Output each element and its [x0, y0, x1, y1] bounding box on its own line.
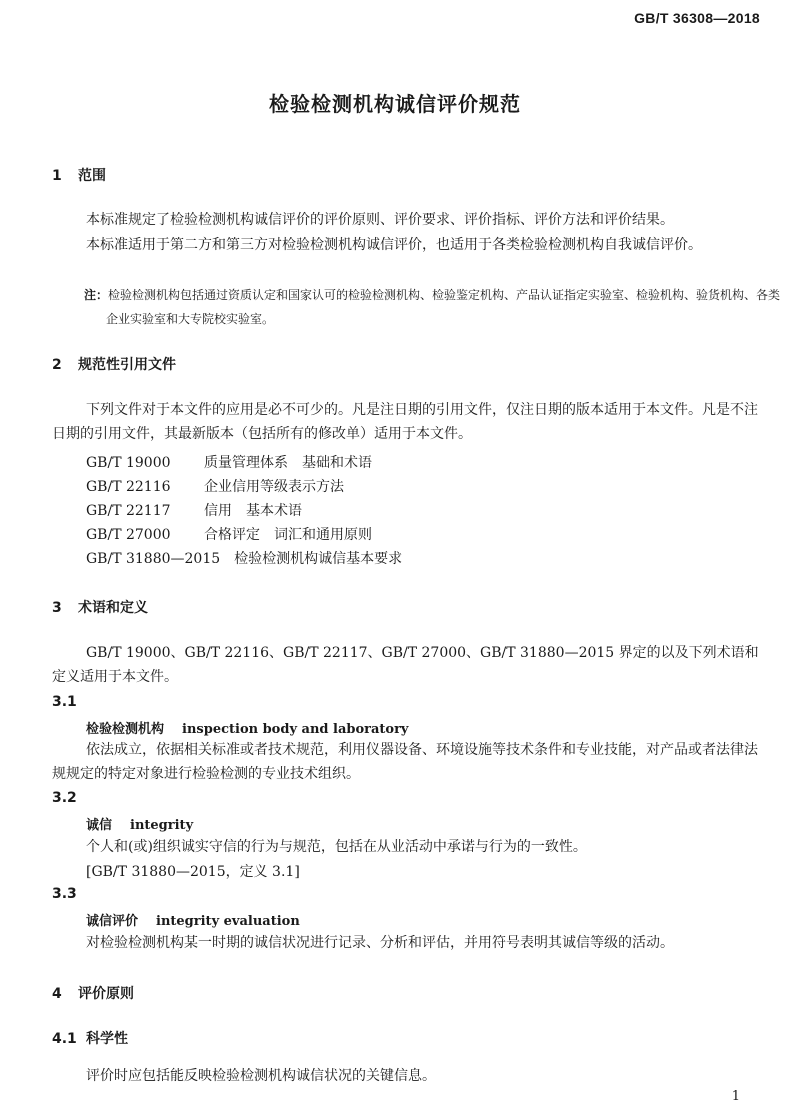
reference-name: 质量管理体系 基础和术语 — [204, 455, 372, 471]
note-label: 注： — [84, 288, 109, 302]
term-chinese: 诚信评价 — [86, 914, 139, 929]
section-3-heading — [52, 597, 148, 617]
term-heading — [86, 718, 409, 737]
section-3-paragraph-1: GB/T 19000、GB/T 22116、GB/T 22117、GB/T 27000、GB/T 31880—2015 界定的以及下列术语和定义适用于本文件。 — [52, 645, 759, 685]
reference-code: GB/T 22116 — [86, 479, 171, 495]
section-4-1-paragraph: 评价时应包括能反映检验检测机构诚信状况的关键信息。 — [86, 1068, 436, 1084]
reference-row — [86, 476, 344, 496]
section-1-heading — [52, 165, 106, 185]
term-heading — [86, 814, 193, 833]
term-chinese: 检验检测机构 — [86, 722, 165, 737]
term-number: 3.2 — [52, 790, 77, 806]
reference-row — [86, 524, 372, 544]
note-text: 检验检测机构包括通过资质认定和国家认可的检验检测机构、检验鉴定机构、产品认证指定实验室、检验机构、验货机构、各类企业实验室和大专院校实验室。 — [106, 288, 781, 326]
page-number: 1 — [731, 1089, 740, 1104]
term-heading — [86, 910, 300, 929]
reference-row — [86, 548, 402, 568]
section-number: 4 — [52, 986, 62, 1002]
term-definition: 个人和(或)组织诚实守信的行为与规范，包括在从业活动中承诺与行为的一致性。 — [86, 839, 587, 855]
section-title: 范围 — [78, 168, 106, 184]
term-chinese: 诚信 — [86, 818, 113, 833]
reference-name: 信用 基本术语 — [204, 503, 302, 519]
reference-name: 企业信用等级表示方法 — [204, 479, 344, 495]
section-number: 2 — [52, 357, 62, 373]
term-number: 3.1 — [52, 694, 77, 710]
subsection-4-1-heading — [52, 1028, 128, 1048]
term-english: integrity evaluation — [156, 914, 300, 929]
standard-number: GB/T 36308—2018 — [634, 10, 760, 26]
section-1-paragraph-2: 本标准适用于第二方和第三方对检验检测机构诚信评价，也适用于各类检验检测机构自我诚信评价。 — [86, 237, 702, 253]
section-number: 3 — [52, 600, 62, 616]
term-source: [GB/T 31880—2015，定义 3.1] — [86, 864, 300, 880]
section-title: 术语和定义 — [78, 600, 148, 616]
document-title: 检验检测机构诚信评价规范 — [269, 92, 521, 116]
term-number: 3.3 — [52, 886, 77, 902]
section-number: 1 — [52, 168, 62, 184]
reference-code: GB/T 22117 — [86, 503, 171, 519]
section-1-paragraph-1: 本标准规定了检验检测机构诚信评价的评价原则、评价要求、评价指标、评价方法和评价结果。 — [86, 212, 674, 228]
section-2-paragraph-1: 下列文件对于本文件的应用是必不可少的。凡是注日期的引用文件，仅注日期的版本适用于本文件。凡是不注日期的引用文件，其最新版本（包括所有的修改单）适用于本文件。 — [52, 402, 758, 442]
reference-code: GB/T 19000 — [86, 455, 171, 471]
section-title: 规范性引用文件 — [78, 357, 176, 373]
subsection-number: 4.1 — [52, 1031, 77, 1047]
section-4-heading — [52, 983, 134, 1003]
reference-name: 检验检测机构诚信基本要求 — [234, 551, 403, 567]
reference-row — [86, 500, 302, 520]
reference-row — [86, 452, 372, 472]
term-definition: 对检验检测机构某一时期的诚信状况进行记录、分析和评估，并用符号表明其诚信等级的活动。 — [86, 935, 674, 951]
reference-code: GB/T 27000 — [86, 527, 171, 543]
section-1-note — [84, 283, 790, 331]
section-title: 评价原则 — [78, 986, 134, 1002]
subsection-title: 科学性 — [86, 1031, 128, 1047]
reference-code: GB/T 31880—2015 — [86, 551, 221, 567]
term-english: inspection body and laboratory — [182, 722, 409, 737]
term-english: integrity — [130, 818, 194, 833]
reference-name: 合格评定 词汇和通用原则 — [204, 527, 372, 543]
section-2-heading — [52, 354, 176, 374]
term-definition: 依法成立，依据相关标准或者技术规范，利用仪器设备、环境设施等技术条件和专业技能，对产品或者法律法规规定的特定对象进行检验检测的专业技术组织。 — [52, 742, 758, 782]
